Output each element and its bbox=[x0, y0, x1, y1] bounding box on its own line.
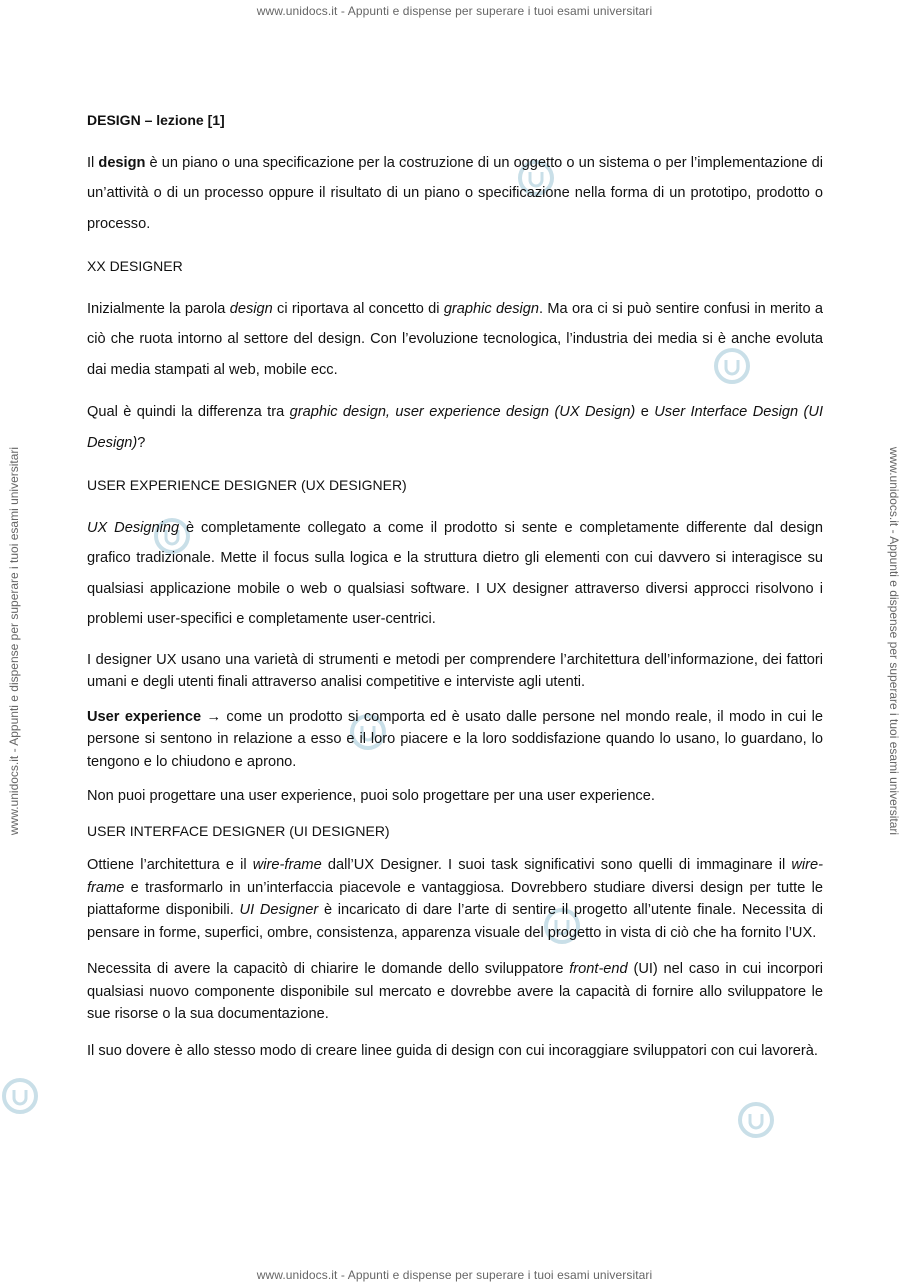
watermark-bottom: www.unidocs.it - Appunti e dispense per superare i tuoi esami universitari bbox=[256, 1268, 653, 1282]
paragraph-difference-question: Qual è quindi la differenza tra graphic design, user experience design (UX Design) e User Interface Design (UI Design)? bbox=[87, 404, 824, 451]
watermark-top: www.unidocs.it - Appunti e dispense per superare i tuoi esami universitari bbox=[256, 4, 653, 18]
paragraph-design-evolution: Inizialmente la parola design ci riportava al concetto di graphic design. Ma ora ci si può sentire confusi in merito a ciò che ruota intorno al settore del design. Con l’evoluzione tecnologica, l’industria dei media si è anche evoluta dai media stampati al web, mobile ecc. bbox=[87, 300, 823, 378]
unidocs-logo-icon bbox=[736, 1100, 776, 1140]
unidocs-logo-icon bbox=[0, 1076, 40, 1116]
paragraph-user-experience: User experience → come un prodotto si comporta ed è usato dalle persone nel mondo reale, il modo in cui le persone si sentono in relazione a esso e il loro piacere e la loro soddisfazione quando lo usano, lo guardano, lo tengono e lo chiudono e aprono. bbox=[87, 708, 823, 770]
paragraph-design-definition: Il design è un piano o una specificazione per la costruzione di un oggetto o un sistema o per l’implementazione di un’attività o di un processo oppure il risultato di un piano o specificazione nella forma di un prototipo, prodotto o processo. bbox=[87, 154, 823, 232]
doc-title: DESIGN – lezione [1] bbox=[87, 112, 225, 128]
paragraph-ux-tools: I designer UX usano una varietà di strumenti e metodi per comprendere l’architettura dell’informazione, dei fattori umani e degli utenti finali attraverso analisi competitive e interviste agli utenti. bbox=[87, 651, 823, 690]
heading-xx-designer: XX DESIGNER bbox=[87, 258, 183, 274]
paragraph-ui-wireframe: Ottiene l’architettura e il wire-frame dall’UX Designer. I suoi task significativi sono quelli di immaginare il wire-frame e trasformarlo in un’interfaccia piacevole e vantaggiosa. Dovrebbero studiare diversi design per tutte le piattaforme disponibili. UI Designer è incaricato di dare l’arte di sentire il progetto all’utente finale. Necessita di pensare in forme, superfici, ombre, consistenza, apparenza visuale del progetto in vista di ciò che ha fornito l’UX. bbox=[87, 857, 824, 941]
heading-ui-designer: USER INTERFACE DESIGNER (UI DESIGNER) bbox=[87, 822, 390, 839]
watermark-right: www.unidocs.it - Appunti e dispense per superare i tuoi esami universitari bbox=[887, 446, 901, 836]
paragraph-guidelines: Il suo dovere è allo stesso modo di creare linee guida di design con cui incoraggiare sviluppatori con cui lavorerà. bbox=[87, 1042, 818, 1059]
paragraph-cannot-design: Non puoi progettare una user experience, puoi solo progettare per una user experience. bbox=[87, 788, 655, 804]
heading-ux-designer: USER EXPERIENCE DESIGNER (UX DESIGNER) bbox=[87, 477, 407, 493]
paragraph-front-end: Necessita di avere la capacitò di chiarire le domande dello sviluppatore front-end (UI) nel caso in cui incorpori qualsiasi nuovo componente disponibile sul mercato e dovrebbe avere la capacità di fornire allo sviluppatore le sue risorse o la sua documentazione. bbox=[87, 961, 823, 1022]
paragraph-ux-designing: UX Designing è completamente collegato a come il prodotto si sente e completamente differente dal design grafico tradizionale. Mette il focus sulla logica e la struttura dietro gli elementi con cui davvero si interagisce su qualsiasi applicazione mobile o web o qualsiasi software. I UX designer attraverso diversi approcci risolvono i problemi user-specifici e completamente user-centrici. bbox=[87, 519, 823, 627]
document-body bbox=[87, 105, 823, 1062]
watermark-left: www.unidocs.it - Appunti e dispense per superare i tuoi esami universitari bbox=[7, 446, 21, 836]
